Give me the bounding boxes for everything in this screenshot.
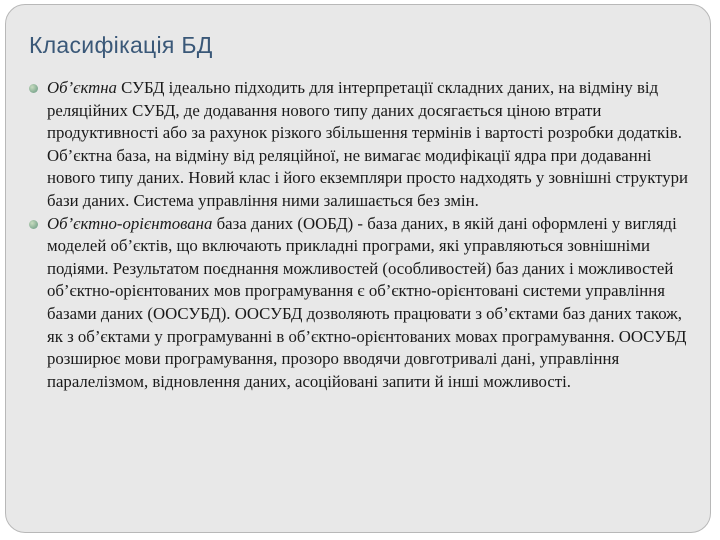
bullet-list bbox=[27, 77, 701, 393]
bullet-item-oodb bbox=[27, 213, 701, 394]
bullet-dot-icon bbox=[29, 220, 38, 229]
bullet-text: база даних (ООБД) - база даних, в якій дані оформлені у вигляді моделей об’єктів, що включають прикладні програми, які управляються зовнішніми подіями. Результатом поєднання можливостей (особливостей) баз даних і можливостей об’єктно-орієнтованих мов програмування є об’єктно-орієнтовані системи управління базами даних (ООСУБД). ООСУБД дозволяють працювати з об’єктами баз даних також, як з об’єктами у програмуванні в об’єктно-орієнтованих мовах програмування. ООСУБД розширює мови програмування, прозоро вводячи довготривалі дані, управління паралелізмом, відновлення даних, асоційовані запити й інші можливості. bbox=[47, 213, 687, 391]
slide-title: Класифікація БД bbox=[29, 32, 213, 58]
bullet-term: Об’єктно-орієнтована bbox=[47, 213, 213, 233]
bullet-item-object-dbms bbox=[27, 77, 701, 213]
slide-frame bbox=[5, 4, 711, 533]
bullet-term: Об’єктна bbox=[47, 78, 117, 97]
bullet-text: СУБД ідеально підходить для інтерпретації складних даних, на відміну від реляційних СУБД, де додавання нового типу даних досягається ціною втрати продуктивності або за рахунок різкого збільшення термінів і вартості розробки додатків. Об’єктна база, на відміну від реляційної, не вимагає модифікації ядра при додаванні нового типу даних. Новий клас і його екземпляри просто надходять у зовнішні структури бази даних. Система управління ними залишається без змін. bbox=[47, 78, 689, 210]
bullet-dot-icon bbox=[29, 84, 38, 93]
